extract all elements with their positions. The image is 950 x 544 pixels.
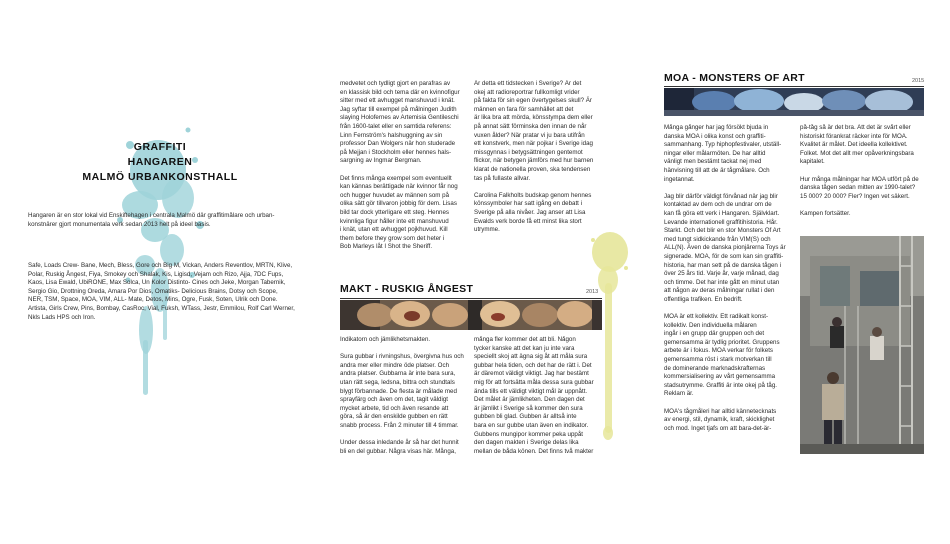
page-makt-ruskig-angest xyxy=(316,0,634,544)
page-graffiti-hangaren xyxy=(0,0,316,544)
moa-col1-text: Många gånger har jag försökt bjuda in danska MOA i olika konst och graffiti- sammanhang. Typ hiphopfestivaler, utställ- ningar eller målarmöten. De har alltid vänligt men bestämt tackat nej med hänvisning till att de är tågmålare. Och ingetannat. Jag blir därför väldigt förvånad när jag blir kontaktad av dem och de undrar om de kan få göra ett verk i Hangaren. Självklart. Levande internationell graffitihistoria. Hår. Starkt. Och det blir en stor Monsters Of Art med tungt sidkickande från VIM(S) och ALL(N). Även de danska pionjärerna Toys är signerade. MOA, för de som kan sin graffiti- historia, har man sett på de danska tågen i över 25 års tid. Varje år, varje månad, dag och timme. Det har inte gått en minut utan att någon av deras målningar rullat i den offentliga trafiken. En bedrift. MOA är ett kollektiv. Ett radikalt konst- kollektiv. Den individuella målaren ingår i en grupp där gruppen och det gemensamma är tydlig prioritet. Gruppens arbete är i fokus. MOA verkar för folkets gemensamma röst i stark motverkan till de dominerande marknadskrafternas kommersialisering av vårt gemensamma stadsutrymme. Graffiti är inte okej på tåg. Reklam är. MOA's tågmåleri har alltid kännetecknats av energi, stil, dynamik, kraft, skicklighet och mod. Inget tjafs om att bara-det-är- xyxy=(664,124,786,432)
section-year: 2013 xyxy=(586,289,599,295)
title-line-malmo: MALMÖ URBANKONSTHALL xyxy=(82,171,238,183)
painters-on-ladders-photo xyxy=(800,236,924,454)
section-heading-makt: MAKT - RUSKIG ÅNGEST xyxy=(340,283,474,295)
heading-rule xyxy=(340,298,602,299)
artist-list: Safe, Loads Crew- Bane, Mech, Bless, Gore och Big M, Vickan, Anders Reventlov, MRTN, Klive, Polar, Ruskig Ångest, Fiya, Smokey och Shalak, Kis, Ligisd, Vejam och Rizo, Ajja, 7DC Fups, Kaos, Lisa Ewald, UbiRONE, Max Solca, Un Kolor Distinto- Cines och Jeke, Morgan Tabernik, Sergio Gio, Drottning Oreda, Amara Por Dios, Omatiks- Delicious Brains, Dotsy och Scope, NER, TSM, Space, MOA, VIM, ALL- Mate, Detos, Mins, Ogre, Fusk, Soten, Ulrik och Done. Artista, Girls Crew, Pins, Bombay, CasRoc, Vial, Fuksh, WTass, Jestr, Emmilou, Rolf Carl Werner, Nkls Lads HPS och Iron. xyxy=(28,262,295,321)
page-moa-monsters-of-art xyxy=(634,0,950,544)
col1-bottom-text: Indikatorn och jämlikhetsmakten. Sura gubbar i rivningshus, övergivna hus och andra mer eller mindre öde platser. Och andra platser. Gubbarna är inte bara sura, utan rätt sega, ledsna, bittra och stundtals blygt förbannade. De flesta är målade med sprayfärg och även om det, tagit väldigt mycket arbete, tid och även resande att göra, så är den enskilde gubben en rätt snabb process. Från 2 minuter till 4 timmar. Under dessa inledande år så har det hunnit bli en del gubbar. Några visas här. Många, xyxy=(340,336,464,455)
heading-rule-moa xyxy=(664,86,924,87)
intro-paragraph: Hangaren är en stor lokal vid Enskiftehagen i centrala Malmö där graffitimålare och urban- konstnärer gjort monumentala verk sedan 2013 helt på ideel basis. xyxy=(28,212,275,228)
section-year-moa: 2015 xyxy=(912,78,925,84)
section-heading-moa: MOA - MONSTERS OF ART xyxy=(664,72,805,84)
col2-bottom-text: många fler kommer det att bli. Någon tycker kanske att det kan ju inte vara speciellt skoj att ägna sig åt att måla sura gubbar hela tiden, och det har de rätt i. Det är däremot väldigt viktigt. Jag har bestämt mig för att fortsätta måla dessa sura gubbar ända tills ett väldigt viktigt mål är uppnått. Det målet är jämlikheten. Den dagen det är jämlikt i Sverige så kommer den sura gubben bli glad. Gubben är alltså inte bara en sur gubbe utan även en indikator. Gubbens mungipor kommer peka uppåt den dagen makten i Sverige delas lika mellan de båda könen. Det finns två makter xyxy=(474,336,594,455)
page-title xyxy=(80,140,240,185)
title-line-graffiti: GRAFFITI xyxy=(133,141,187,153)
col2-top-text: Är detta ett tidstecken i Sverige? Är det okej att radioreportrar fullkomligt vrider på fakta för sin egen övertygelses skull? Är männen en fara för samhället att det är lika bra att mörda, könsstympa dem eller på annat sätt förminska den innan de når vuxen ålder? När pratar vi ju bara utifrån ett konstverk, men när pojkar i Sverige idag missgynnas i betygsättningen gentemot flickor, när betygen jämförs med hur barnen klarat de nationella proven, ska tendensen tas på fullaste allvar. Carolina Falkholts budskap genom hennes könssymboler har satt igång en debatt i Sverige på alla nivåer. Jag anser att Lisa Ewalds verk borde få ett minst lika stort utrymme. xyxy=(474,80,594,234)
title-line-hangaren: HANGAREN xyxy=(127,156,193,168)
mural-photo-strip xyxy=(340,300,602,330)
moa-mural-strip xyxy=(664,88,924,116)
col1-top-text: medvetet och tydligt gjort en parafras av en klassisk bild och tema där en kvinnofigur sitter med ett avhugget manshuvud i knät. Jag syftar till exempel på målningen Judith slaying Holofernes av Artemisia Gentileschi från 1600-talet eller en samtida referens: Linn Fernström's halshuggning av sin professor Dan Wolgers när hon studerade på Mejjan i Stockholm eller hennes hals- sargning av Ingmar Bergman. Det finns många exempel som eventuellt kan kännas berättigade när kvinnor får nog och hugger huvudet av männen som på olika sätt gör tillvaron jobbig för dem. Lisas bild tar dock ytterligare ett steg. Hennes kvinnliga figur håller inte ett manshuvud i knät, utan ett avhugget pojkhuvud. Kill them before they grow som det heter i Bob Marleys låt I Shot the Sheriff. xyxy=(340,80,460,251)
yellow-paint-drip xyxy=(588,228,632,448)
moa-col2-text: på-tåg så är det bra. Att det är svårt eller historiskt förankrat räcker inte för MOA. Kvalitet är målet. Det ideella kollektivet. Folket. Mot det allt mer opåverkningsbara kapitalet. Hur många målningar har MOA utfört på de danska tågen sedan mitten av 1990-talet? 15 000? 20 000? Fler? Ingen vet säkert. Kampen fortsätter. xyxy=(800,124,919,217)
